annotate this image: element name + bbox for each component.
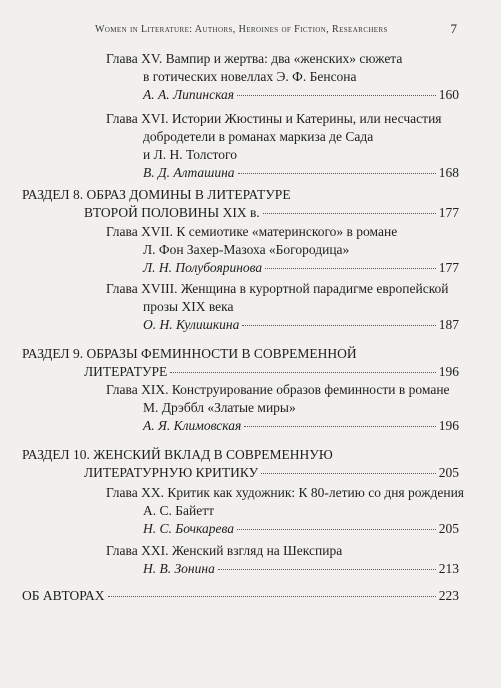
dot-leader [237,529,436,530]
toc-entry-ch18 [46,280,459,334]
section-title-cont: ЛИТЕРАТУРНУЮ КРИТИКУ [84,465,259,480]
section-title: РАЗДЕЛ 9. ОБРАЗЫ ФЕМИННОСТИ В СОВРЕМЕННОЙ [22,346,357,361]
page-ref: 196 [438,364,459,379]
dot-leader [238,173,436,174]
dot-leader [263,213,436,214]
chapter-title: Глава XIX. Конструирование образов феминности в романе [106,382,450,397]
section-row [22,363,459,381]
toc-entry-ch17 [46,223,459,277]
chapter-title: Глава XVIII. Женщина в курортной парадигме европейской [106,281,449,296]
section-row [22,204,459,222]
dot-leader [261,473,436,474]
page-ref: 205 [438,465,459,480]
author-name: В. Д. Алташина [143,165,235,180]
page-ref: 187 [438,317,459,332]
author-row [46,316,459,334]
chapter-title-cont: А. С. Байетт [143,503,215,518]
dot-leader [265,268,436,269]
author-row [46,164,459,182]
author-name: Н. С. Бочкарева [143,521,235,536]
dot-leader [108,596,436,597]
author-row [46,520,459,538]
dot-leader [218,569,436,570]
section-row [22,464,459,482]
author-row [46,417,459,435]
author-name: Н. В. Зонина [143,561,215,576]
toc-section-9 [22,345,459,381]
author-row [46,560,459,578]
chapter-title: Глава XX. Критик как художник: К 80-летию со дня рождения [106,485,465,500]
section-title: ОБ АВТОРАХ [22,588,105,603]
chapter-title: Глава XXI. Женский взгляд на Шекспира [106,543,343,558]
toc-entry-ch15 [46,50,459,104]
author-name: А. Я. Климовская [143,418,242,433]
dot-leader [244,426,435,427]
chapter-title: Глава XVI. Истории Жюстины и Катерины, или несчастия [106,111,442,126]
toc-entry-ch19 [46,381,459,435]
page-number: 7 [450,21,457,36]
page-ref: 168 [438,165,459,180]
toc-section-10 [22,446,459,482]
page-ref: 205 [438,521,459,536]
section-title-cont: ЛИТЕРАТУРЕ [84,364,168,379]
page-ref: 223 [438,588,459,603]
dot-leader [237,95,436,96]
chapter-title-cont: прозы XIX века [143,299,234,314]
chapter-title-cont: М. Дрэббл «Златые миры» [143,400,296,415]
dot-leader [170,372,435,373]
author-row [46,259,459,277]
page-ref: 177 [438,260,459,275]
page-ref: 160 [438,87,459,102]
chapter-title-cont: добродетели в романах маркиза де Сада [143,129,374,144]
chapter-title: Глава XV. Вампир и жертва: два «женских» сюжета [106,51,403,66]
author-name: О. Н. Кулишкина [143,317,240,332]
toc-entry-ch21 [46,542,459,578]
section-title-cont: ВТОРОЙ ПОЛОВИНЫ XIX в. [84,205,260,220]
section-row [22,587,459,605]
chapter-title: Глава XVII. К семиотике «материнского» в романе [106,224,398,239]
author-name: А. А. Липинская [143,87,235,102]
toc-entry-ch20 [46,484,465,538]
chapter-title-cont: в готических новеллах Э. Ф. Бенсона [143,69,357,84]
toc-entry-ch16 [46,110,459,182]
page-ref: 196 [438,418,459,433]
toc-section-8 [22,186,459,222]
section-title: РАЗДЕЛ 8. ОБРАЗ ДОМИНЫ В ЛИТЕРАТУРЕ [22,187,291,202]
chapter-title-cont: и Л. Н. Толстого [143,147,237,162]
chapter-title-cont: Л. Фон Захер-Мазоха «Богородица» [143,242,350,257]
running-header: Women in Literature: Authors, Heroines of Fiction, Researchers [95,24,388,35]
page-ref: 213 [438,561,459,576]
section-title: РАЗДЕЛ 10. ЖЕНСКИЙ ВКЛАД В СОВРЕМЕННУЮ [22,447,333,462]
author-row [46,86,459,104]
author-name: Л. Н. Полубояринова [143,260,263,275]
toc-about-authors [22,587,459,605]
page-ref: 177 [438,205,459,220]
dot-leader [242,325,435,326]
